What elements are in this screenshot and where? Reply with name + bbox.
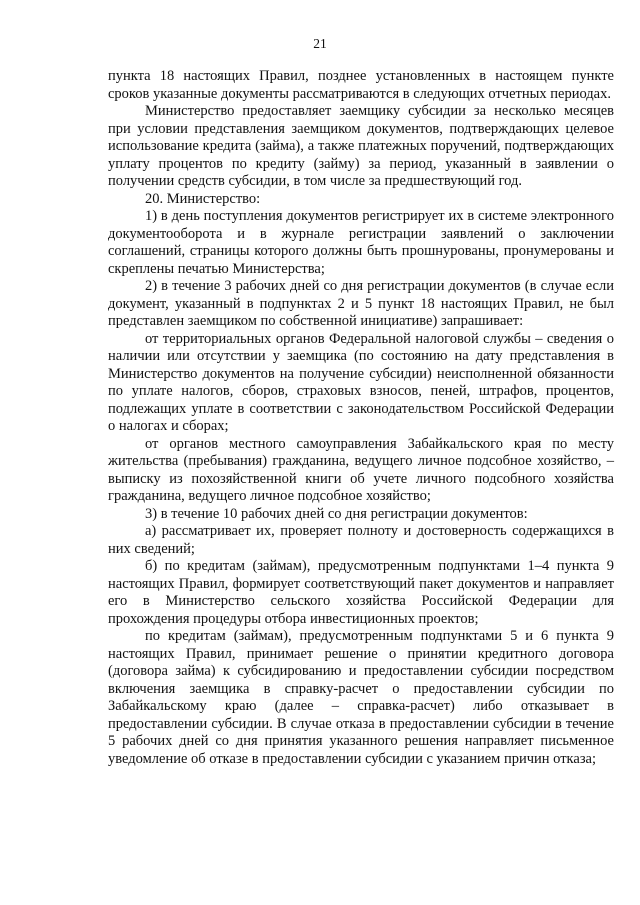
- paragraph-item-3: 3) в течение 10 рабочих дней со дня регистрации документов:: [145, 505, 528, 522]
- paragraph-loans-5-6: по кредитам (займам), предусмотренным подпунктами 5 и 6 пункта 9 настоящих Правил, принимает решение о принятии кредитного договора (договора займа) к субсидированию и предоставлении субсидии посредством включения заемщика в справку-расчет о предоставлении субсидии по Забайкальскому краю (далее – справка-расчет) либо отказывает в предоставлении субсидии. В случае отказа в предоставлении субсидии в течение 5 рабочих дней со дня принятия указанного решения направляет письменное уведомление об отказе в предоставлении субсидии с указанием причин отказа;: [108, 628, 614, 767]
- paragraph-item-1: 1) в день поступления документов регистрирует их в системе электронного документооборота и в журнале регистрации заявлений о заключении соглашений, страницы которого должны быть прошнурованы, пронумерованы и скреплены печатью Министерства;: [108, 208, 614, 277]
- paragraph-local-government-request: от органов местного самоуправления Забайкальского края по месту жительства (пребывания) гражданина, ведущего личное подсобное хозяйство, – выписку из похозяйственной книги об учете личного подсобного хозяйства гражданина, ведущего личное подсобное хозяйство;: [108, 435, 614, 504]
- paragraph-item-3b: б) по кредитам (займам), предусмотренным подпунктами 1–4 пункта 9 настоящих Правил, формирует соответствующий пакет документов и направляет его в Министерство сельского хозяйства Российской Федерации для прохождения процедуры отбора инвестиционных проектов;: [108, 558, 614, 627]
- page-number: 21: [313, 36, 327, 51]
- paragraph-item-3a: а) рассматривает их, проверяет полноту и достоверность содержащихся в них сведений;: [108, 523, 614, 557]
- document-body: [108, 68, 614, 768]
- paragraph-tax-service-request: от территориальных органов Федеральной налоговой службы – сведения о наличии или отсутствии у заемщика (по состоянию на дату представления в Министерство документов на получение субсидии) неисполненной обязанности по уплате налогов, сборов, страховых взносов, пеней, штрафов, процентов, подлежащих уплате в соответствии с законодательством Российской Федерации о налогах и сборах;: [108, 330, 614, 434]
- paragraph-continuation: пункта 18 настоящих Правил, позднее установленных в настоящем пункте сроков указанные документы рассматриваются в следующих отчетных периодах.: [108, 68, 614, 102]
- paragraph-item-2: 2) в течение 3 рабочих дней со дня регистрации документов (в случае если документ, указанный в подпунктах 2 и 5 пункт 18 настоящих Правил, не был представлен заемщиком по собственной инициативе) запрашивает:: [108, 278, 614, 329]
- paragraph-section-20-heading: 20. Министерство:: [145, 190, 261, 207]
- paragraph-multi-month-subsidy: Министерство предоставляет заемщику субсидии за несколько месяцев при условии представления заемщиком документов, подтверждающих целевое использование кредита (займа), а также платежных поручений, подтверждающих уплату процентов по кредиту (займу) за период, указанный в заявлении о получении средств субсидии, в том числе за предшествующий год.: [108, 103, 614, 189]
